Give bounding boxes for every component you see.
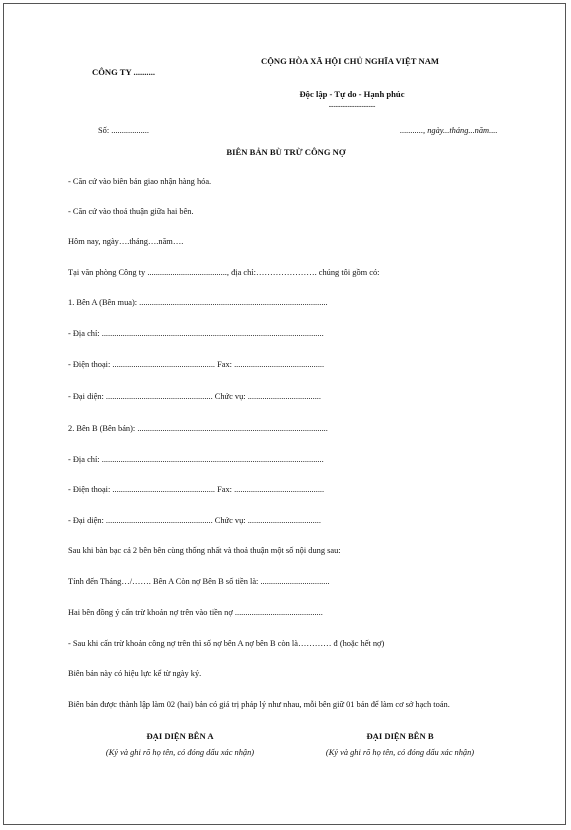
party-b-signature-note: (Ký và ghi rõ họ tên, có đóng dấu xác nhận) bbox=[325, 748, 475, 757]
motto: Độc lập - Tự do - Hạnh phúc bbox=[299, 89, 405, 99]
body-line: - Căn cứ vào biên bản giao nhận hàng hóa. bbox=[68, 177, 212, 186]
body-line: - Địa chỉ: .......................................................................................................... bbox=[68, 329, 324, 338]
date-line: ..........., ngày...tháng...năm.... bbox=[400, 126, 498, 135]
body-line: Hai bên đồng ý cấn trừ khoản nợ trên vào tiền nợ .......................................... bbox=[68, 608, 323, 617]
republic-heading: CỘNG HÒA XÃ HỘI CHỦ NGHĨA VIỆT NAM bbox=[260, 56, 440, 66]
body-line: - Sau khi cấn trừ khoản công nợ trên thì số nợ bên A nợ bên B còn là………… đ (hoặc hết nợ) bbox=[68, 639, 385, 648]
body-line: - Căn cứ vào thoả thuận giữa hai bên. bbox=[68, 207, 194, 216]
body-line: - Địa chỉ: .......................................................................................................... bbox=[68, 455, 324, 464]
document-title: BIÊN BẢN BÙ TRỪ CÔNG NỢ bbox=[226, 147, 346, 157]
motto-rule: -------------------- bbox=[328, 102, 376, 110]
body-line: Tại văn phòng Công ty ......................................, địa chỉ:…………………. chúng tôi gồm có: bbox=[68, 268, 380, 277]
body-line: - Điện thoại: ................................................. Fax: ........................................... bbox=[68, 360, 325, 369]
body-line: Biên bản được thành lập làm 02 (hai) bản có giá trị pháp lý như nhau, mỗi bên giữ 01 bản để làm cơ sở hạch toán. bbox=[68, 700, 450, 709]
body-line: 1. Bên A (Bên mua): .......................................................................................... bbox=[68, 298, 328, 307]
body-line: Hôm nay, ngày….tháng….năm…. bbox=[68, 237, 184, 246]
body-line: Biên bản này có hiệu lực kể từ ngày ký. bbox=[68, 669, 202, 678]
party-a-signature-note: (Ký và ghi rõ họ tên, có đóng dấu xác nhận) bbox=[105, 748, 255, 757]
party-a-signature-title: ĐẠI DIỆN BÊN A bbox=[146, 731, 214, 741]
document-number: Số: .................. bbox=[98, 126, 149, 135]
body-line: 2. Bên B (Bên bán): ........................................................................................... bbox=[68, 424, 328, 433]
party-b-signature-title: ĐẠI DIỆN BÊN B bbox=[366, 731, 434, 741]
body-line: - Đại diện: ................................................... Chức vụ: ................................... bbox=[68, 392, 321, 401]
company-name: CÔNG TY .......... bbox=[92, 67, 156, 77]
body-line: - Điện thoại: ................................................. Fax: ........................................... bbox=[68, 485, 325, 494]
body-line: Sau khi bàn bạc cả 2 bên bên cùng thống nhất và thoả thuận một số nội dung sau: bbox=[68, 546, 341, 555]
body-line: Tính đến Tháng…/……. Bên A Còn nợ Bên B số tiền là: ................................. bbox=[68, 577, 330, 586]
body-line: - Đại diện: ................................................... Chức vụ: ................................... bbox=[68, 516, 321, 525]
